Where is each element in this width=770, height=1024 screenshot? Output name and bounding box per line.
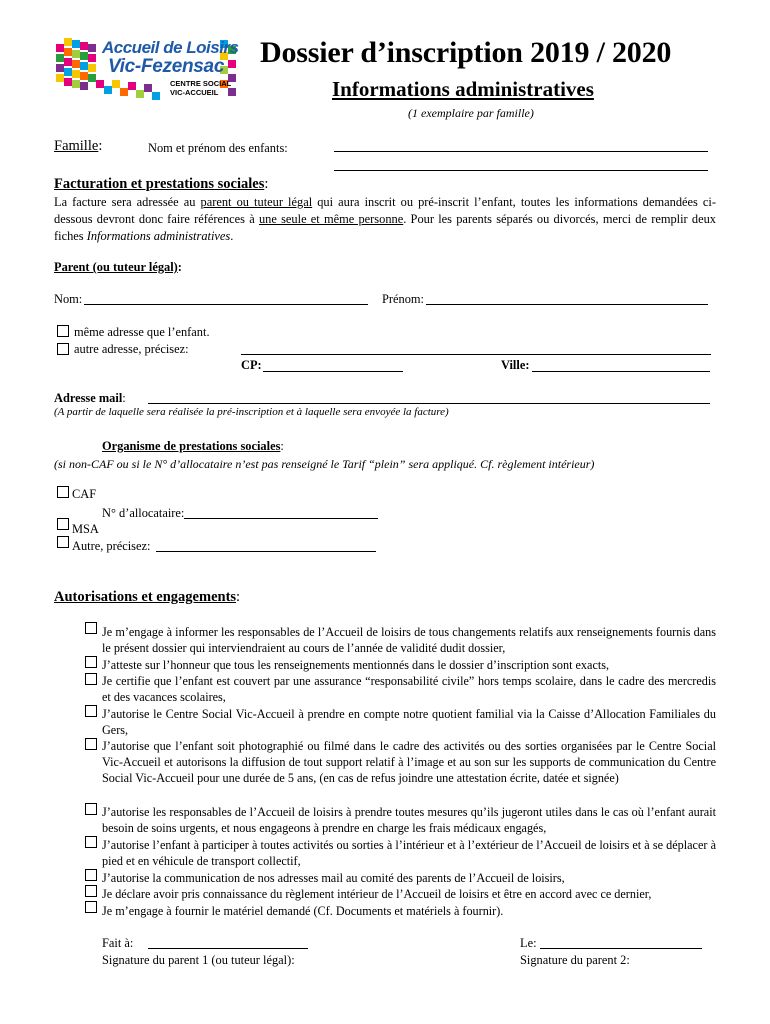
parent-heading	[54, 260, 182, 275]
auth-item-6: J’autorise les responsables de l’Accueil de loisirs à prendre toutes mesures qu’ils jugeront utiles dans le cas où l’enfant aurait besoin de soins urgents, et nous engageons à prendre en charge les frais médicaux engagés,	[102, 805, 716, 835]
auth-checkbox-6[interactable]	[85, 803, 97, 815]
organisme-heading-label: Organisme de prestations sociales	[102, 439, 281, 453]
facturation-colon: :	[264, 176, 269, 192]
signature-parent-1-label: Signature du parent 1 (ou tuteur légal):	[102, 953, 295, 967]
autre-organisme-checkbox[interactable]	[57, 536, 69, 548]
nom-input[interactable]	[84, 304, 368, 305]
copy-note: (1 exemplaire par famille)	[408, 106, 534, 120]
facturation-text-parent: parent ou tuteur légal	[200, 195, 313, 209]
other-address-label: autre adresse, précisez:	[74, 342, 189, 356]
children-name-label: Nom et prénom des enfants:	[148, 141, 288, 155]
logo-line-1: Accueil de Loisirs	[102, 38, 239, 57]
mail-colon: :	[122, 391, 126, 405]
ville-input[interactable]	[532, 371, 710, 372]
logo	[54, 36, 240, 102]
auth-checkbox-7[interactable]	[85, 836, 97, 848]
facturation-text-3: . Pour les parents séparés ou divorcés, merci de remplir deux fiches	[54, 212, 716, 243]
date-label: Le:	[520, 936, 537, 950]
autorisations-colon: :	[236, 589, 241, 605]
logo-line-4: VIC-ACCUEIL	[170, 88, 219, 97]
prenom-label: Prénom:	[382, 292, 424, 306]
auth-item-2: J’atteste sur l’honneur que tous les renseignements mentionnés dans le dossier d’inscription sont exacts,	[102, 658, 610, 672]
organisme-heading-colon: :	[280, 439, 284, 453]
auth-item-7: J’autorise l’enfant à participer à toutes activités ou sorties à l’intérieur et à l’extérieur de l’Accueil de loisirs et à se déplacer à pied et en véhicule de transport collectif,	[102, 838, 716, 868]
allocataire-input[interactable]	[184, 518, 378, 519]
auth-item-5: J’autorise que l’enfant soit photographié ou filmé dans le cadre des activités ou des sorties organisées par le Centre Social Vic-Accueil et autorisons la diffusion de tout support relatif à l’image et au son sur les supports de communication du Centre Social Vic-Accueil pour une durée de 5 ans, (en cas de refus joindre une attestation écrite, datée et signée)	[102, 739, 716, 785]
date-input[interactable]	[540, 948, 702, 949]
auth-checkbox-9[interactable]	[85, 885, 97, 897]
fait-label: Fait à:	[102, 936, 134, 950]
auth-item-3: Je certifie que l’enfant est couvert par une assurance “responsabilité civile” hors temps scolaire, dans le cadre des mercredis et des vacances scolaires,	[102, 674, 716, 704]
ville-label: Ville:	[501, 358, 530, 372]
mail-note: (A partir de laquelle sera réalisée la pré-inscription et à laquelle sera envoyée la facture)	[54, 406, 449, 418]
auth-item-9: Je déclare avoir pris connaissance du règlement intérieur de l’Accueil de loisirs et être en accord avec ce dernier,	[102, 887, 652, 901]
auth-checkbox-10[interactable]	[85, 901, 97, 913]
autre-organisme-input[interactable]	[156, 551, 376, 552]
nom-label: Nom:	[54, 292, 83, 306]
famille-label: Famille	[54, 138, 99, 154]
logo-line-3: CENTRE SOCIAL	[170, 79, 232, 88]
auth-checkbox-1[interactable]	[85, 622, 97, 634]
caf-checkbox[interactable]	[57, 486, 69, 498]
same-address-checkbox[interactable]	[57, 325, 69, 337]
auth-checkbox-8[interactable]	[85, 869, 97, 881]
auth-item-10: Je m’engage à fournir le matériel demandé (Cf. Documents et matériels à fournir).	[102, 904, 504, 918]
auth-item-4: J’autorise le Centre Social Vic-Accueil à prendre en compte notre quotient familial via la Caisse d’Allocation Familiales du Gers,	[102, 707, 716, 737]
address-input[interactable]	[241, 354, 711, 355]
autorisations-heading	[54, 589, 240, 606]
auth-checkbox-5[interactable]	[85, 738, 97, 750]
organisme-heading	[102, 439, 284, 454]
logo-line-2: Vic-Fezensac	[108, 56, 225, 77]
children-name-input-1[interactable]	[334, 151, 708, 152]
msa-checkbox[interactable]	[57, 518, 69, 530]
auth-item-1: Je m’engage à informer les responsables de l’Accueil de loisirs de tous changements relatifs aux renseignements fournis dans le présent dossier qui interviendraient au cours de l’année de validité dudit dossier,	[102, 625, 716, 655]
facturation-text-2: qui aura inscrit ou pré-inscrit l’enfant, toutes les informations demandées ci-dessous devront donc faire références à	[54, 195, 716, 226]
facturation-heading	[54, 176, 268, 193]
auth-checkbox-2[interactable]	[85, 656, 97, 668]
mail-label-group	[54, 391, 126, 406]
facturation-text-4: .	[230, 229, 234, 243]
facturation-text-fiches: Informations administratives	[86, 229, 231, 243]
parent-heading-colon: :	[177, 260, 182, 274]
auth-checkbox-4[interactable]	[85, 705, 97, 717]
autre-organisme-label: Autre, précisez:	[72, 539, 151, 553]
page-subtitle: Informations administratives	[332, 77, 594, 101]
facturation-text-same-person: une seule et même personne	[258, 212, 404, 226]
famille-colon: :	[98, 138, 103, 154]
auth-checkbox-3[interactable]	[85, 673, 97, 685]
facturation-label: Facturation et prestations sociales	[54, 176, 265, 192]
caf-label: CAF	[72, 487, 97, 501]
msa-label: MSA	[72, 522, 99, 536]
parent-heading-label: Parent (ou tuteur légal)	[54, 260, 178, 274]
organisme-note: (si non-CAF ou si le N° d’allocataire n’est pas renseigné le Tarif “plein” sera appliqué. Cf. règlement intérieur)	[54, 457, 595, 471]
famille-heading	[54, 138, 102, 155]
autorisations-label: Autorisations et engagements	[54, 589, 237, 605]
auth-item-8: J’autorise la communication de nos adresses mail au comité des parents de l’Accueil de loisirs,	[102, 871, 565, 885]
fait-input[interactable]	[148, 948, 308, 949]
cp-input[interactable]	[263, 371, 403, 372]
signature-parent-2-label: Signature du parent 2:	[520, 953, 630, 967]
cp-label: CP:	[241, 358, 262, 372]
allocataire-label: N° d’allocataire:	[102, 506, 185, 520]
page-title: Dossier d’inscription 2019 / 2020	[260, 36, 672, 69]
mail-input[interactable]	[148, 403, 710, 404]
same-address-label: même adresse que l’enfant.	[74, 325, 210, 339]
children-name-input-2[interactable]	[334, 170, 708, 171]
other-address-checkbox[interactable]	[57, 343, 69, 355]
prenom-input[interactable]	[426, 304, 708, 305]
mail-label: Adresse mail	[54, 391, 123, 405]
facturation-text-1: La facture sera adressée au	[54, 195, 201, 209]
facturation-paragraph	[54, 194, 716, 245]
